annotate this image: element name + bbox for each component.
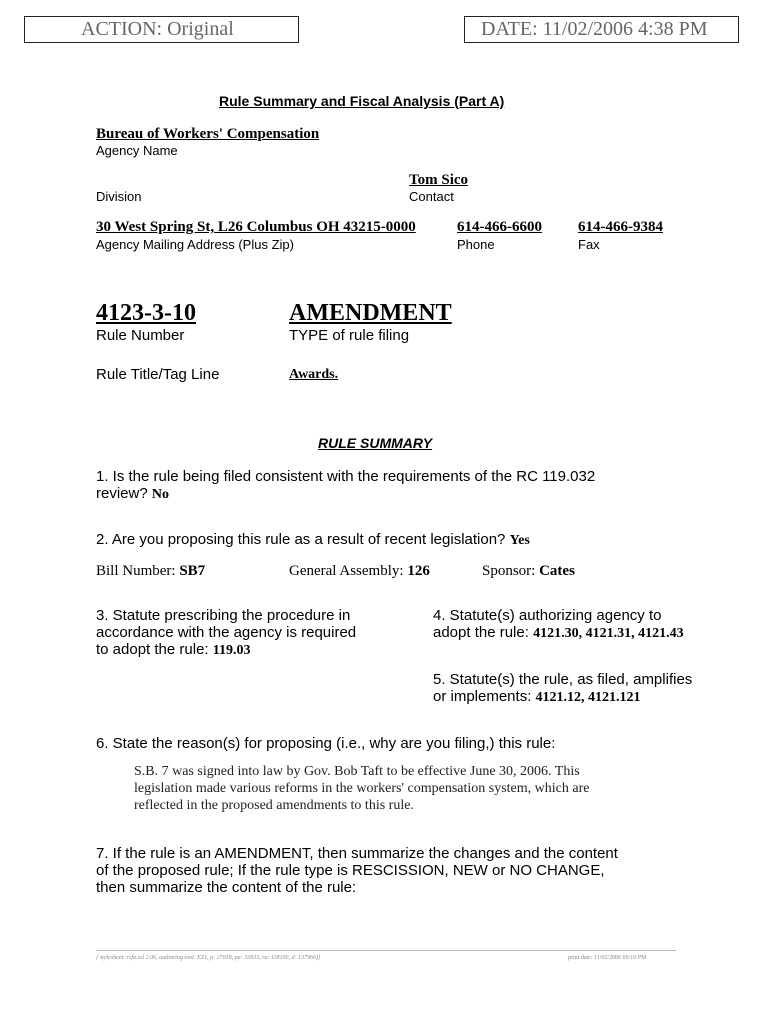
question-1-line2 (96, 485, 169, 503)
question-1-answer: No (151, 487, 169, 502)
question-3-line2: accordance with the agency is required (96, 624, 357, 641)
question-4-answer: 4121.30, 4121.31, 4121.43 (533, 626, 684, 641)
question-5-text: or implements: (433, 688, 532, 705)
question-1-line1: 1. Is the rule being filed consistent with the requirements of the RC 119.032 (96, 468, 596, 485)
contact-name: Tom Sico (409, 172, 469, 188)
rule-number-label: Rule Number (96, 327, 185, 344)
rule-title-label: Rule Title/Tag Line (96, 366, 220, 383)
action-label: ACTION: Original (81, 18, 234, 40)
division-label: Division (96, 189, 142, 204)
date-box (464, 16, 739, 43)
rule-summary-heading: RULE SUMMARY (318, 435, 433, 451)
bill-number (96, 563, 205, 580)
question-6-answer-line2: legislation made various reforms in the workers' compensation system, which are (134, 781, 590, 796)
rule-type-label: TYPE of rule filing (289, 327, 410, 344)
question-4-text: adopt the rule: (433, 624, 529, 641)
footer-print-date: print date: 11/02/2006 09:10 PM (568, 955, 647, 961)
question-5-line1: 5. Statute(s) the rule, as filed, amplifies (433, 671, 693, 688)
rule-type: AMENDMENT (289, 300, 452, 326)
question-4-line1: 4. Statute(s) authorizing agency to (433, 607, 662, 624)
rule-number: 4123-3-10 (96, 300, 196, 326)
question-5-line2 (433, 688, 641, 706)
general-assembly-value: 126 (407, 563, 430, 579)
question-6-answer-line1: S.B. 7 was signed into law by Gov. Bob Taft to be effective June 30, 2006. This (134, 764, 580, 779)
address-label: Agency Mailing Address (Plus Zip) (96, 237, 294, 252)
agency-fax: 614-466-9384 (578, 219, 663, 235)
question-5-answer: 4121.12, 4121.121 (535, 690, 641, 705)
bill-number-value: SB7 (179, 563, 206, 579)
question-7-line2: of the proposed rule; If the rule type is RESCISSION, NEW or NO CHANGE, (96, 862, 605, 879)
question-3-answer: 119.03 (212, 643, 251, 658)
footer-divider (96, 950, 676, 951)
question-7-line3: then summarize the content of the rule: (96, 879, 357, 896)
bill-number-label: Bill Number: (96, 563, 176, 579)
question-3-line3 (96, 641, 251, 659)
general-assembly-label: General Assembly: (289, 563, 404, 579)
phone-label: Phone (457, 237, 495, 252)
question-4-line2 (433, 624, 684, 642)
sponsor-value: Cates (539, 563, 575, 579)
agency-phone: 614-466-6600 (457, 219, 542, 235)
sponsor (482, 563, 575, 580)
agency-name: Bureau of Workers' Compensation (96, 126, 320, 142)
question-6: 6. State the reason(s) for proposing (i.e., why are you filing,) this rule: (96, 735, 556, 752)
agency-name-label: Agency Name (96, 143, 178, 158)
question-7-line1: 7. If the rule is an AMENDMENT, then summarize the changes and the content (96, 845, 618, 862)
question-2-text: 2. Are you proposing this rule as a result of recent legislation? (96, 531, 506, 548)
agency-address: 30 West Spring St, L26 Columbus OH 43215-0000 (96, 219, 416, 235)
date-label: DATE: 11/02/2006 4:38 PM (481, 18, 708, 40)
sponsor-label: Sponsor: (482, 563, 536, 579)
general-assembly (289, 563, 430, 580)
question-2-answer: Yes (509, 533, 530, 548)
action-box (24, 16, 299, 43)
question-3-line1: 3. Statute prescribing the procedure in (96, 607, 351, 624)
question-6-answer-line3: reflected in the proposed amendments to this rule. (134, 798, 414, 813)
question-3-text: to adopt the rule: (96, 641, 209, 658)
page-title: Rule Summary and Fiscal Analysis (Part A) (219, 93, 505, 109)
contact-label: Contact (409, 189, 454, 204)
question-2 (96, 531, 530, 549)
rule-title: Awards. (289, 367, 339, 382)
fax-label: Fax (578, 237, 600, 252)
question-1-text: review? (96, 485, 148, 502)
footer-meta: [ stylesheet: rsfa.xsl 2.06, authoring tool: EZ1, p: 27018, pa: 33933, ra: 118100, d: 137966)] (96, 955, 321, 961)
